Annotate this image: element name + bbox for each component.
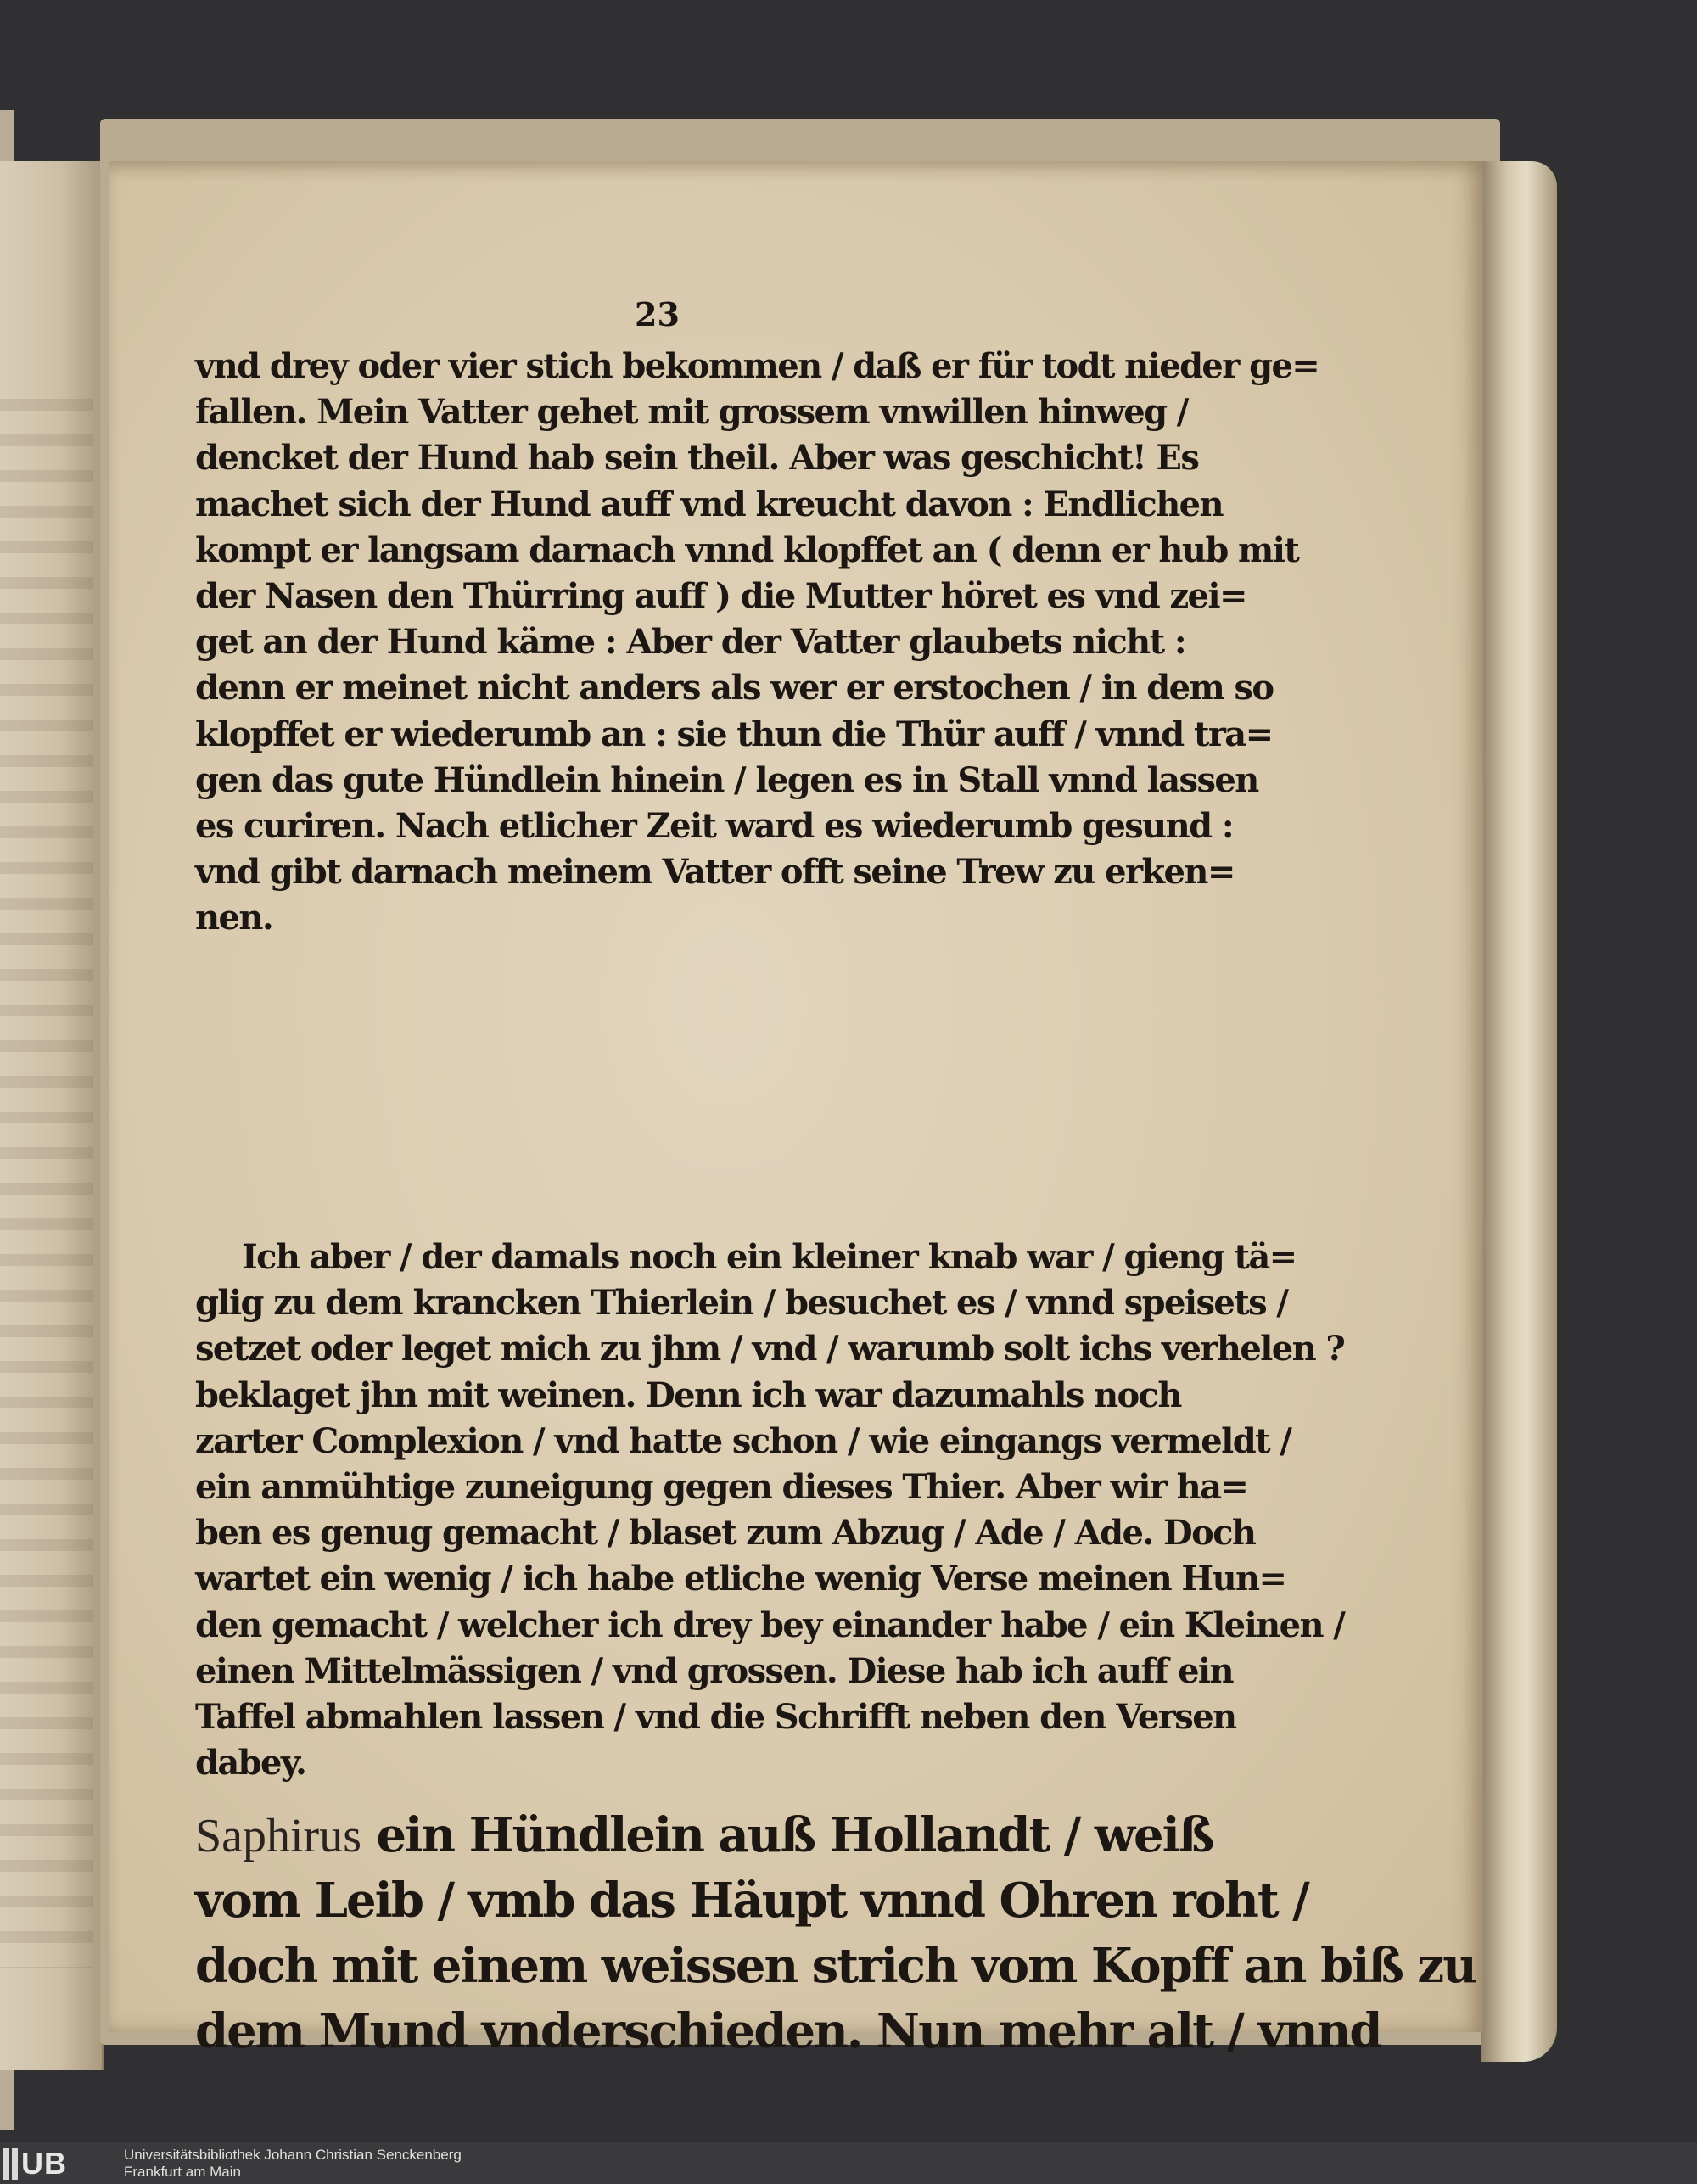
text-line: get an der Hund käme : Aber der Vatter glaubets nicht :	[195, 622, 1185, 663]
institution-line-1: Universitätsbibliothek Johann Christian Senckenberg	[124, 2147, 462, 2163]
text-line: Taffel abmahlen lassen / vnd die Schrifft neben den Versen	[195, 1696, 1236, 1737]
paragraph-2	[195, 1235, 1345, 1786]
text-line: kompt er langsam darnach vnnd klopffet an ( denn er hub mit	[195, 529, 1299, 570]
ub-logo-letters: UB	[21, 2146, 67, 2181]
dog-name: Saphirus	[195, 1810, 361, 1862]
institution-line-2: Frankfurt am Main	[124, 2164, 241, 2180]
text-line: den gemacht / welcher ich drey bey einander habe / ein Kleinen /	[195, 1604, 1345, 1645]
text-line: beklaget jhn mit weinen. Denn ich war dazumahls noch	[195, 1375, 1181, 1415]
text-line: ein anmühtige zuneigung gegen dieses Thier. Aber wir ha=	[195, 1466, 1248, 1507]
text-line: Ich aber / der damals noch ein kleiner knab war / gieng tä=	[242, 1237, 1297, 1277]
dog-caption	[195, 1803, 1476, 2064]
text-line: setzet oder leget mich zu jhm / vnd / warumb solt ichs verhelen ?	[195, 1329, 1345, 1369]
text-line: machet sich der Hund auff vnd kreucht davon : Endlichen	[195, 484, 1224, 524]
text-line: nen.	[195, 898, 273, 938]
text-line: es curiren. Nach etlicher Zeit ward es wiederumb gesund :	[195, 805, 1233, 846]
text-line: dabey.	[195, 1743, 306, 1784]
text-line: glig zu dem krancken Thierlein / besuchet es / vnnd speisets /	[195, 1283, 1288, 1324]
text-line: einen Mittelmässigen / vnd grossen. Diese hab ich auff ein	[195, 1650, 1234, 1691]
text-line: vnd drey oder vier stich bekommen / daß er für todt nieder ge=	[195, 346, 1319, 386]
text-line: dencket der Hund hab sein theil. Aber was geschicht! Es	[195, 438, 1199, 479]
page-number: 23	[635, 295, 680, 333]
text-line: ben es genug gemacht / blaset zum Abzug / Ade / Ade. Doch	[195, 1513, 1256, 1554]
facing-page-edge	[0, 161, 104, 2070]
facing-page-bleed-through	[0, 399, 93, 1968]
ub-logo	[3, 2145, 92, 2182]
ub-logo-bars-icon	[3, 2148, 18, 2180]
caption-line: dem Mund vnderschieden. Nun mehr alt / vnnd	[195, 2003, 1381, 2059]
text-line: der Nasen den Thürring auff ) die Mutter höret es vnd zei=	[195, 575, 1246, 616]
vellum-fore-edge	[1481, 161, 1557, 2062]
caption-line: vom Leib / vmb das Häupt vnnd Ohren roht /	[195, 1873, 1308, 1929]
institution-name	[124, 2147, 462, 2181]
caption-text: ein Hündlein auß Hollandt / weiß	[376, 1807, 1213, 1863]
text-line: zarter Complexion / vnd hatte schon / wie eingangs vermeldt /	[195, 1420, 1291, 1461]
text-line: klopffet er wiederumb an : sie thun die Thür auff / vnnd tra=	[195, 714, 1273, 754]
text-line: gen das gute Hündlein hinein / legen es in Stall vnnd lassen	[195, 759, 1258, 800]
paragraph-1	[195, 344, 1319, 941]
text-line: fallen. Mein Vatter gehet mit grossem vnwillen hinweg /	[195, 392, 1188, 433]
text-line: denn er meinet nicht anders als wer er erstochen / in dem so	[195, 668, 1274, 708]
text-line: vnd gibt darnach meinem Vatter offt seine Trew zu erken=	[195, 852, 1235, 893]
text-line: wartet ein wenig / ich habe etliche wenig Verse meinen Hun=	[195, 1559, 1286, 1599]
caption-line	[195, 1803, 1213, 1868]
caption-line: doch mit einem weissen strich vom Kopff an biß zu	[195, 1938, 1476, 1994]
